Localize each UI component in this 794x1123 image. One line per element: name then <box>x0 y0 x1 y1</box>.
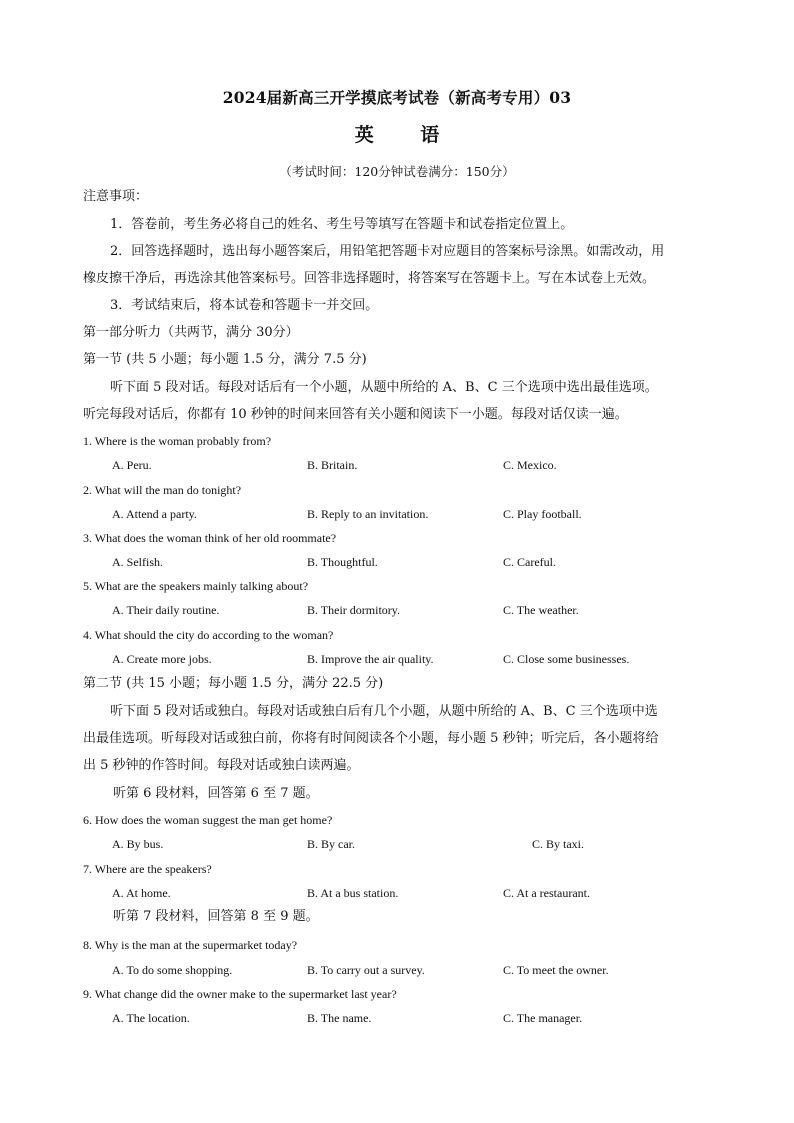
question-stem: 1. Where is the woman probably from? <box>83 434 272 448</box>
option-a: A. Their daily routine. <box>112 603 220 617</box>
option-c: C. Careful. <box>503 555 556 569</box>
option-c: C. To meet the owner. <box>503 963 609 977</box>
option-a: A. At home. <box>112 886 171 900</box>
question-stem: 2. What will the man do tonight? <box>83 483 242 497</box>
section2-instruction-line-1: 听下面 5 段对话或独白。每段对话或独白后有几个小题，从题中所给的 A、B、C 三个选项中选 <box>110 704 658 719</box>
option-a: A. Selfish. <box>112 555 163 569</box>
part1-heading: 第一部分听力（共两节，满分 30分） <box>83 325 299 340</box>
note-item-2-line-1: 2．回答选择题时，选出每小题答案后，用铅笔把答题卡对应题目的答案标号涂黑。如需改动，用 <box>110 244 665 259</box>
option-a: A. Attend a party. <box>112 507 197 521</box>
option-c: C. Play football. <box>503 507 582 521</box>
option-c: C. At a restaurant. <box>503 886 590 900</box>
option-c: C. By taxi. <box>532 837 585 851</box>
option-b: B. By car. <box>307 837 355 851</box>
section2-instruction-line-2: 出最佳选项。听每段对话或独白前，你将有时间阅读各个小题，每小题 5 秒钟；听完后，各小题将给 <box>83 731 659 746</box>
material-6-instruction: 听第 6 段材料，回答第 6 至 7 题。 <box>113 786 319 801</box>
note-item-3: 3．考试结束后，将本试卷和答题卡一并交回。 <box>110 298 379 313</box>
option-b: B. The name. <box>307 1011 372 1025</box>
option-a: A. Peru. <box>112 458 152 472</box>
question-stem: 7. Where are the speakers? <box>83 862 212 876</box>
page-title: 2024届新高三开学摸底考试卷（新高考专用）03 <box>222 88 572 107</box>
option-b: B. Improve the air quality. <box>307 652 434 666</box>
option-b: B. To carry out a survey. <box>307 963 425 977</box>
option-a: A. Create more jobs. <box>112 652 212 666</box>
question-stem: 6. How does the woman suggest the man get home? <box>83 813 333 827</box>
option-b: B. Britain. <box>307 458 358 472</box>
material-7-instruction: 听第 7 段材料，回答第 8 至 9 题。 <box>113 909 319 924</box>
option-b: B. Their dormitory. <box>307 603 400 617</box>
option-c: C. The manager. <box>503 1011 583 1025</box>
note-item-1: 1．答卷前，考生务必将自己的姓名、考生号等填写在答题卡和试卷指定位置上。 <box>110 217 574 232</box>
option-b: B. Reply to an invitation. <box>307 507 429 521</box>
option-a: A. To do some shopping. <box>112 963 233 977</box>
option-c: C. The weather. <box>503 603 579 617</box>
notes-heading: 注意事项： <box>83 189 149 204</box>
question-stem: 9. What change did the owner make to the supermarket last year? <box>83 987 397 1001</box>
option-c: C. Close some businesses. <box>503 652 630 666</box>
option-c: C. Mexico. <box>503 458 557 472</box>
note-item-2-line-2: 橡皮擦干净后，再选涂其他答案标号。回答非选择题时，将答案写在答题卡上。写在本试卷上无效。 <box>83 271 656 286</box>
exam-info: （考试时间：120分钟试卷满分：150分） <box>279 164 515 179</box>
section1-heading: 第一节 (共 5 小题；每小题 1.5 分，满分 7.5 分) <box>83 352 367 367</box>
question-stem: 4. What should the city do according to the woman? <box>83 628 334 642</box>
question-stem: 3. What does the woman think of her old roommate? <box>83 531 337 545</box>
section1-instruction-line-1: 听下面 5 段对话。每段对话后有一个小题，从题中所给的 A、B、C 三个选项中选出最佳选项。 <box>110 380 658 395</box>
option-a: A. The location. <box>112 1011 190 1025</box>
section2-heading: 第二节 (共 15 小题；每小题 1.5 分，满分 22.5 分) <box>83 676 384 691</box>
option-b: B. Thoughtful. <box>307 555 378 569</box>
question-stem: 8. Why is the man at the supermarket today? <box>83 938 298 952</box>
section1-instruction-line-2: 听完每段对话后，你都有 10 秒钟的时间来回答有关小题和阅读下一小题。每段对话仅读一遍。 <box>83 407 628 422</box>
question-stem: 5. What are the speakers mainly talking about? <box>83 579 309 593</box>
subject-heading: 英 语 <box>354 124 440 146</box>
section2-instruction-line-3: 出 5 秒钟的作答时间。每段对话或独白读两遍。 <box>83 758 360 773</box>
option-b: B. At a bus station. <box>307 886 399 900</box>
option-a: A. By bus. <box>112 837 164 851</box>
